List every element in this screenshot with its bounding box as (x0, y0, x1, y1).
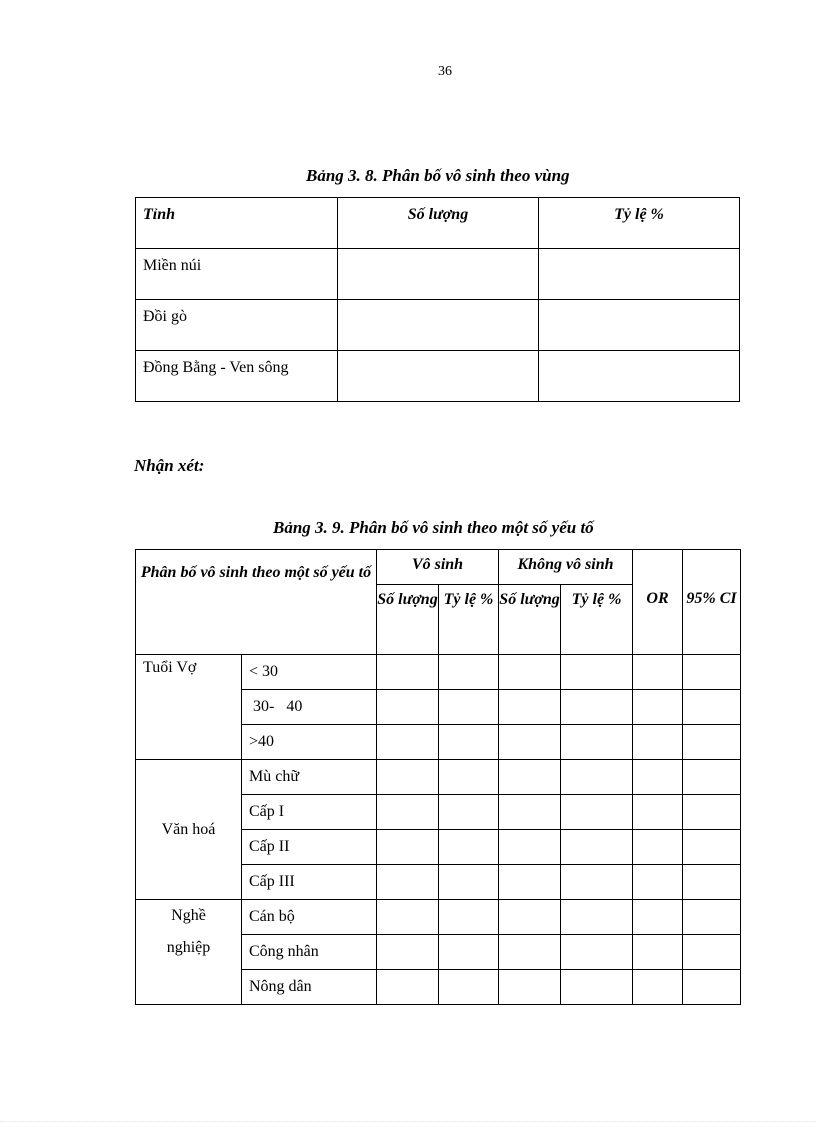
region-label: Đồng Bằng - Ven sông (136, 351, 338, 402)
empty-cell (439, 795, 499, 830)
empty-cell (683, 970, 741, 1005)
factor-table (135, 549, 741, 1005)
empty-cell (338, 351, 539, 402)
item-label: Công nhân (242, 935, 377, 970)
empty-cell (338, 300, 539, 351)
group-label: Nghề nghiệp (136, 900, 242, 1005)
table-row (136, 900, 741, 935)
item-label: Cấp II (242, 830, 377, 865)
empty-cell (561, 970, 633, 1005)
empty-cell (377, 900, 439, 935)
empty-cell (499, 830, 561, 865)
empty-cell (683, 865, 741, 900)
item-label: Nông dân (242, 970, 377, 1005)
empty-cell (377, 655, 439, 690)
empty-cell (683, 935, 741, 970)
empty-cell (439, 725, 499, 760)
group-label: Tuổi Vợ (136, 655, 242, 760)
item-label: 30- 40 (242, 690, 377, 725)
empty-cell (439, 970, 499, 1005)
empty-cell (633, 760, 683, 795)
empty-cell (439, 935, 499, 970)
empty-cell (439, 760, 499, 795)
remark-label: Nhận xét: (134, 456, 205, 475)
header-ci: 95% CI (683, 550, 741, 655)
empty-cell (561, 690, 633, 725)
table1-caption: Bảng 3. 8. Phân bố vô sinh theo vùng (306, 166, 570, 185)
page-bottom-divider (0, 1121, 816, 1122)
empty-cell (683, 830, 741, 865)
empty-cell (683, 690, 741, 725)
page-number: 36 (438, 64, 452, 79)
empty-cell (338, 249, 539, 300)
region-label: Đồi gò (136, 300, 338, 351)
item-label: Cán bộ (242, 900, 377, 935)
item-label: Cấp I (242, 795, 377, 830)
empty-cell (683, 655, 741, 690)
empty-cell (561, 795, 633, 830)
header-count: Số lượng (338, 198, 539, 249)
region-table (135, 197, 740, 402)
table-header-row (136, 550, 741, 585)
empty-cell (561, 900, 633, 935)
empty-cell (499, 760, 561, 795)
empty-cell (377, 865, 439, 900)
empty-cell (633, 690, 683, 725)
empty-cell (499, 900, 561, 935)
empty-cell (499, 725, 561, 760)
region-label: Miền núi (136, 249, 338, 300)
empty-cell (499, 795, 561, 830)
empty-cell (539, 300, 740, 351)
empty-cell (439, 830, 499, 865)
empty-cell (683, 900, 741, 935)
header-not-infertile: Không vô sinh (499, 550, 633, 585)
empty-cell (499, 970, 561, 1005)
empty-cell (683, 725, 741, 760)
header-count: Số lượng (499, 585, 561, 655)
table2-caption: Bảng 3. 9. Phân bố vô sinh theo một số yếu tố (273, 518, 594, 537)
empty-cell (439, 900, 499, 935)
empty-cell (633, 655, 683, 690)
empty-cell (561, 725, 633, 760)
item-label: Cấp III (242, 865, 377, 900)
header-rate: Tỷ lệ % (439, 585, 499, 655)
empty-cell (377, 760, 439, 795)
header-rate: Tỷ lệ % (539, 198, 740, 249)
empty-cell (439, 865, 499, 900)
item-label: >40 (242, 725, 377, 760)
empty-cell (499, 690, 561, 725)
empty-cell (499, 865, 561, 900)
empty-cell (539, 249, 740, 300)
empty-cell (499, 935, 561, 970)
empty-cell (633, 830, 683, 865)
header-infertile: Vô sinh (377, 550, 499, 585)
empty-cell (561, 935, 633, 970)
table-row (136, 249, 740, 300)
empty-cell (377, 690, 439, 725)
empty-cell (377, 830, 439, 865)
item-label: < 30 (242, 655, 377, 690)
empty-cell (683, 795, 741, 830)
empty-cell (377, 935, 439, 970)
empty-cell (499, 655, 561, 690)
empty-cell (439, 690, 499, 725)
empty-cell (633, 865, 683, 900)
header-count: Số lượng (377, 585, 439, 655)
empty-cell (561, 865, 633, 900)
empty-cell (633, 935, 683, 970)
empty-cell (539, 351, 740, 402)
header-province: Tỉnh (136, 198, 338, 249)
header-main: Phân bố vô sinh theo một số yếu tố (136, 550, 377, 655)
empty-cell (377, 795, 439, 830)
empty-cell (633, 970, 683, 1005)
header-or: OR (633, 550, 683, 655)
empty-cell (439, 655, 499, 690)
empty-cell (561, 830, 633, 865)
table-row (136, 760, 741, 795)
header-rate: Tỷ lệ % (561, 585, 633, 655)
table-row (136, 351, 740, 402)
empty-cell (561, 655, 633, 690)
group-label: Văn hoá (136, 760, 242, 900)
empty-cell (377, 970, 439, 1005)
empty-cell (633, 725, 683, 760)
empty-cell (633, 900, 683, 935)
table-row (136, 300, 740, 351)
empty-cell (561, 760, 633, 795)
empty-cell (683, 760, 741, 795)
empty-cell (633, 795, 683, 830)
item-label: Mù chữ (242, 760, 377, 795)
table-row (136, 655, 741, 690)
table-header-row (136, 198, 740, 249)
empty-cell (377, 725, 439, 760)
